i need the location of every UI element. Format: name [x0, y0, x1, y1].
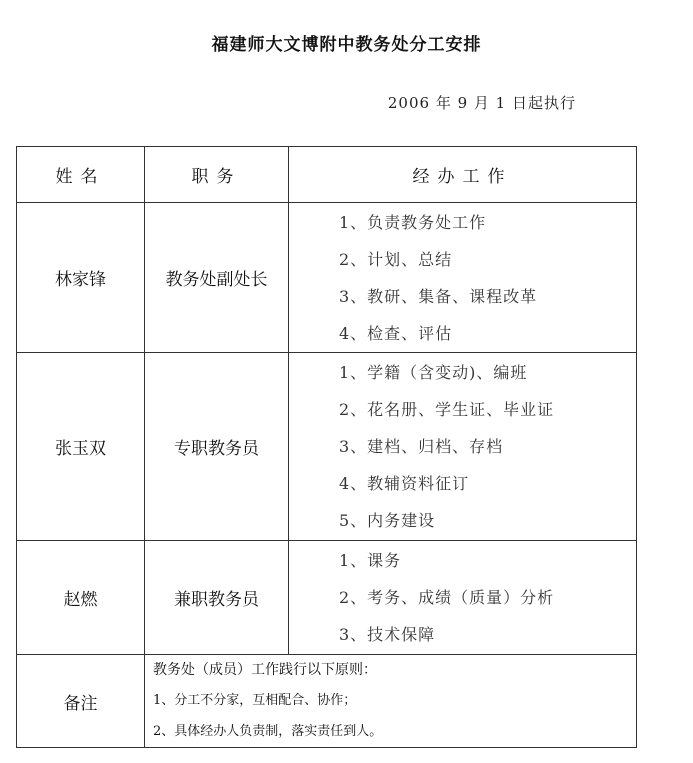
duty-list [289, 542, 636, 653]
duty-cell [289, 203, 637, 353]
remarks-line: 2、具体经办人负责制，落实责任到人。 [153, 724, 383, 739]
duty-item: 4、检查、评估 [339, 323, 453, 343]
duty-item: 1、负责教务处工作 [339, 212, 487, 232]
effective-date: 2006 年 9 月 1 日起执行 [387, 94, 576, 112]
person-name: 赵燃 [17, 541, 145, 655]
header-role: 职务 [145, 147, 289, 203]
person-name: 林家锋 [17, 203, 145, 353]
remarks-row [17, 655, 637, 748]
duty-list [289, 354, 636, 539]
duty-cell [289, 541, 637, 655]
header-name: 姓名 [17, 147, 145, 203]
remarks-cell [145, 655, 637, 748]
header-duties: 经办工作 [289, 147, 637, 203]
remarks-label: 备注 [17, 655, 145, 748]
duty-item: 2、考务、成绩（质量）分析 [339, 588, 555, 607]
duty-item: 3、技术保障 [339, 625, 436, 644]
table-row [17, 203, 637, 353]
person-role: 教务处副处长 [145, 203, 289, 353]
duty-item: 4、教辅资料征订 [339, 474, 470, 493]
remarks-line: 1、分工不分家，互相配合、协作； [153, 693, 357, 708]
duty-item: 1、学籍（含变动)、编班 [339, 363, 528, 382]
table-row [17, 541, 637, 655]
table-row [17, 353, 637, 541]
duty-table [16, 146, 637, 748]
duty-item: 1、课务 [339, 551, 402, 570]
person-name: 张玉双 [17, 353, 145, 541]
person-role: 专职教务员 [145, 353, 289, 541]
duty-item: 2、计划、总结 [339, 249, 453, 269]
remarks-intro: 教务处（成员）工作践行以下原则： [153, 662, 377, 678]
remarks-content [145, 655, 636, 747]
duty-item: 2、花名册、学生证、毕业证 [339, 400, 555, 419]
document-title: 福建师大文博附中教务处分工安排 [211, 35, 482, 55]
duty-list [289, 204, 636, 352]
table-header-row [17, 147, 637, 203]
duty-item: 3、建档、归档、存档 [339, 437, 504, 456]
duty-cell [289, 353, 637, 541]
duty-item: 5、内务建设 [339, 511, 436, 530]
duty-item: 3、教研、集备、课程改革 [339, 286, 538, 306]
person-role: 兼职教务员 [145, 541, 289, 655]
